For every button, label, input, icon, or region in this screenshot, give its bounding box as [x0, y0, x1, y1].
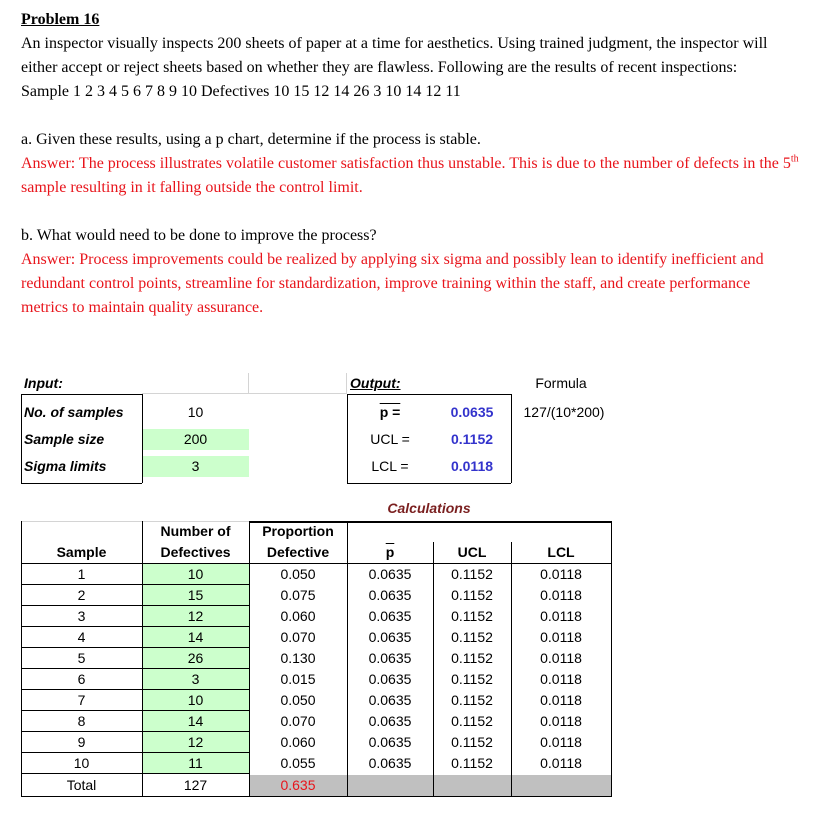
divider: [511, 394, 512, 483]
output-pbar-label: [347, 402, 433, 423]
cell-sample: 10: [21, 753, 142, 774]
input-label: Input:: [24, 375, 63, 391]
divider: [433, 542, 434, 796]
cell-sample: 6: [21, 669, 142, 690]
input-samples-value[interactable]: 10: [187, 404, 204, 420]
cell-lcl: 0.0118: [540, 566, 582, 582]
divider: [142, 394, 143, 483]
cell-ucl: 0.1152: [451, 629, 493, 645]
cell-defectives[interactable]: 10: [142, 690, 249, 711]
output-label: Output:: [350, 375, 401, 391]
cell-pbar: 0.0635: [368, 650, 412, 666]
output-lcl-label: LCL =: [371, 458, 409, 474]
cell-ucl: 0.1152: [451, 608, 493, 624]
input-sigma-value[interactable]: 3: [142, 456, 249, 477]
input-sigma-label: Sigma limits: [24, 458, 107, 474]
cell-proportion: 0.070: [280, 629, 316, 645]
cell-lcl: 0.0118: [540, 650, 582, 666]
cell-lcl: 0.0118: [540, 734, 582, 750]
divider: [511, 542, 512, 796]
cell-lcl: 0.0118: [540, 692, 582, 708]
cell-pbar: 0.0635: [368, 566, 412, 582]
divider: [21, 394, 142, 395]
cell-sample: 5: [21, 648, 142, 669]
divider: [347, 483, 511, 484]
cell-ucl: 0.1152: [451, 566, 493, 582]
cell-pbar: 0.0635: [368, 734, 412, 750]
divider: [142, 521, 143, 797]
cell-defectives[interactable]: 14: [142, 711, 249, 732]
header-defectives-line2: Defectives: [160, 544, 231, 560]
cell-defectives[interactable]: 12: [142, 606, 249, 627]
input-sample-size-label: Sample size: [24, 431, 105, 447]
header-proportion-line2: Defective: [266, 544, 330, 560]
divider: [249, 521, 250, 797]
empty-header: [21, 521, 142, 542]
cell-pbar: 0.0635: [368, 629, 412, 645]
output-pbar-formula: 127/(10*200): [523, 404, 605, 420]
header-proportion-line1: Proportion: [262, 523, 334, 539]
divider: [347, 521, 348, 797]
cell-lcl: 0.0118: [540, 755, 582, 771]
cell-proportion: 0.060: [280, 608, 316, 624]
divider: [347, 394, 348, 483]
output-lcl-value: 0.0118: [450, 458, 494, 474]
problem-intro: An inspector visually inspects 200 sheets of paper at a time for aesthetics. Using trained judgment, the inspector will either accept or reject sheets based on whether they are flawless. Following are the results of recent inspections:: [21, 35, 768, 76]
answer-a-sup: th: [790, 153, 799, 165]
cell-defectives[interactable]: 11: [142, 753, 249, 774]
cell-proportion: 0.050: [280, 566, 316, 582]
problem-text: [21, 8, 801, 320]
cell-sample: 8: [21, 711, 142, 732]
question-a: a. Given these results, using a p chart, determine if the process is stable.: [21, 131, 481, 148]
cell-sample: 1: [21, 564, 142, 585]
divider: [21, 394, 22, 483]
calculations-label: Calculations: [387, 500, 471, 516]
divider: [21, 521, 22, 797]
divider: [611, 521, 612, 797]
cell-proportion: 0.070: [280, 713, 316, 729]
formula-label: Formula: [535, 375, 587, 391]
cell-defectives[interactable]: 26: [142, 648, 249, 669]
cell-lcl: 0.0118: [540, 713, 582, 729]
total-defectives: 127: [183, 777, 208, 793]
answer-a-text-end: sample resulting in it falling outside the control limit.: [21, 179, 363, 196]
cell-sample: 4: [21, 627, 142, 648]
cell-proportion: 0.060: [280, 734, 316, 750]
header-pbar-symbol: $\overline{p}$: [385, 544, 395, 560]
cell-proportion: 0.050: [280, 692, 316, 708]
cell-ucl: 0.1152: [451, 587, 493, 603]
cell-defectives[interactable]: 14: [142, 627, 249, 648]
total-proportion: 0.635: [280, 777, 316, 793]
cell-pbar: 0.0635: [368, 608, 412, 624]
cell-proportion: 0.075: [280, 587, 316, 603]
cell-sample: 3: [21, 606, 142, 627]
question-b: b. What would need to be done to improve the process?: [21, 227, 377, 244]
problem-title: Problem 16: [21, 11, 100, 28]
problem-data-line: Sample 1 2 3 4 5 6 7 8 9 10 Defectives 10 15 12 14 26 3 10 14 12 11: [21, 83, 461, 100]
cell-ucl: 0.1152: [451, 671, 493, 687]
cell-defectives[interactable]: 3: [142, 669, 249, 690]
header-defectives-line1: Number of: [160, 523, 231, 539]
divider: [21, 563, 611, 564]
cell-ucl: 0.1152: [451, 713, 493, 729]
cell-defectives[interactable]: 12: [142, 732, 249, 753]
cell-defectives[interactable]: 10: [142, 564, 249, 585]
cell-pbar: 0.0635: [368, 755, 412, 771]
cell-pbar: 0.0635: [368, 587, 412, 603]
divider: [347, 394, 511, 395]
empty-cell: [433, 373, 511, 394]
answer-a: [21, 152, 801, 200]
input-sample-size-value[interactable]: 200: [142, 429, 249, 450]
input-samples-label: No. of samples: [24, 404, 124, 420]
cell-sample: 7: [21, 690, 142, 711]
answer-b: Answer: Process improvements could be realized by applying six sigma and possibly lean to identify inefficient and redundant control points, streamline for standardization, improve training within the staff, and create performance metrics to maintain quality assurance.: [21, 251, 764, 316]
cell-sample: 9: [21, 732, 142, 753]
cell-sample: 2: [21, 585, 142, 606]
cell-lcl: 0.0118: [540, 629, 582, 645]
output-pbar-symbol: p =: [379, 404, 401, 420]
cell-pbar: 0.0635: [368, 692, 412, 708]
divider: [21, 483, 142, 484]
output-ucl-label: UCL =: [370, 431, 410, 447]
cell-ucl: 0.1152: [451, 755, 493, 771]
cell-lcl: 0.0118: [540, 671, 582, 687]
cell-pbar: 0.0635: [368, 671, 412, 687]
answer-a-text: Answer: The process illustrates volatile customer satisfaction thus unstable. This is due to the number of defects in the 5: [21, 155, 791, 172]
cell-pbar: 0.0635: [368, 713, 412, 729]
cell-ucl: 0.1152: [451, 734, 493, 750]
cell-defectives[interactable]: 15: [142, 585, 249, 606]
empty-cell: [249, 373, 347, 394]
header-sample: Sample: [56, 544, 107, 560]
cell-proportion: 0.015: [280, 671, 316, 687]
header-lcl: LCL: [547, 544, 575, 560]
cell-lcl: 0.0118: [540, 608, 582, 624]
cell-ucl: 0.1152: [451, 650, 493, 666]
empty-cell: [142, 373, 249, 394]
cell-proportion: 0.055: [280, 755, 316, 771]
header-pbar: [347, 542, 433, 563]
output-pbar-value: 0.0635: [450, 404, 494, 420]
total-label: Total: [66, 777, 97, 793]
cell-lcl: 0.0118: [540, 587, 582, 603]
divider: [21, 796, 611, 797]
cell-ucl: 0.1152: [451, 692, 493, 708]
header-ucl: UCL: [457, 544, 487, 560]
cell-proportion: 0.130: [280, 650, 316, 666]
divider: [249, 521, 611, 523]
output-ucl-value: 0.1152: [450, 431, 494, 447]
